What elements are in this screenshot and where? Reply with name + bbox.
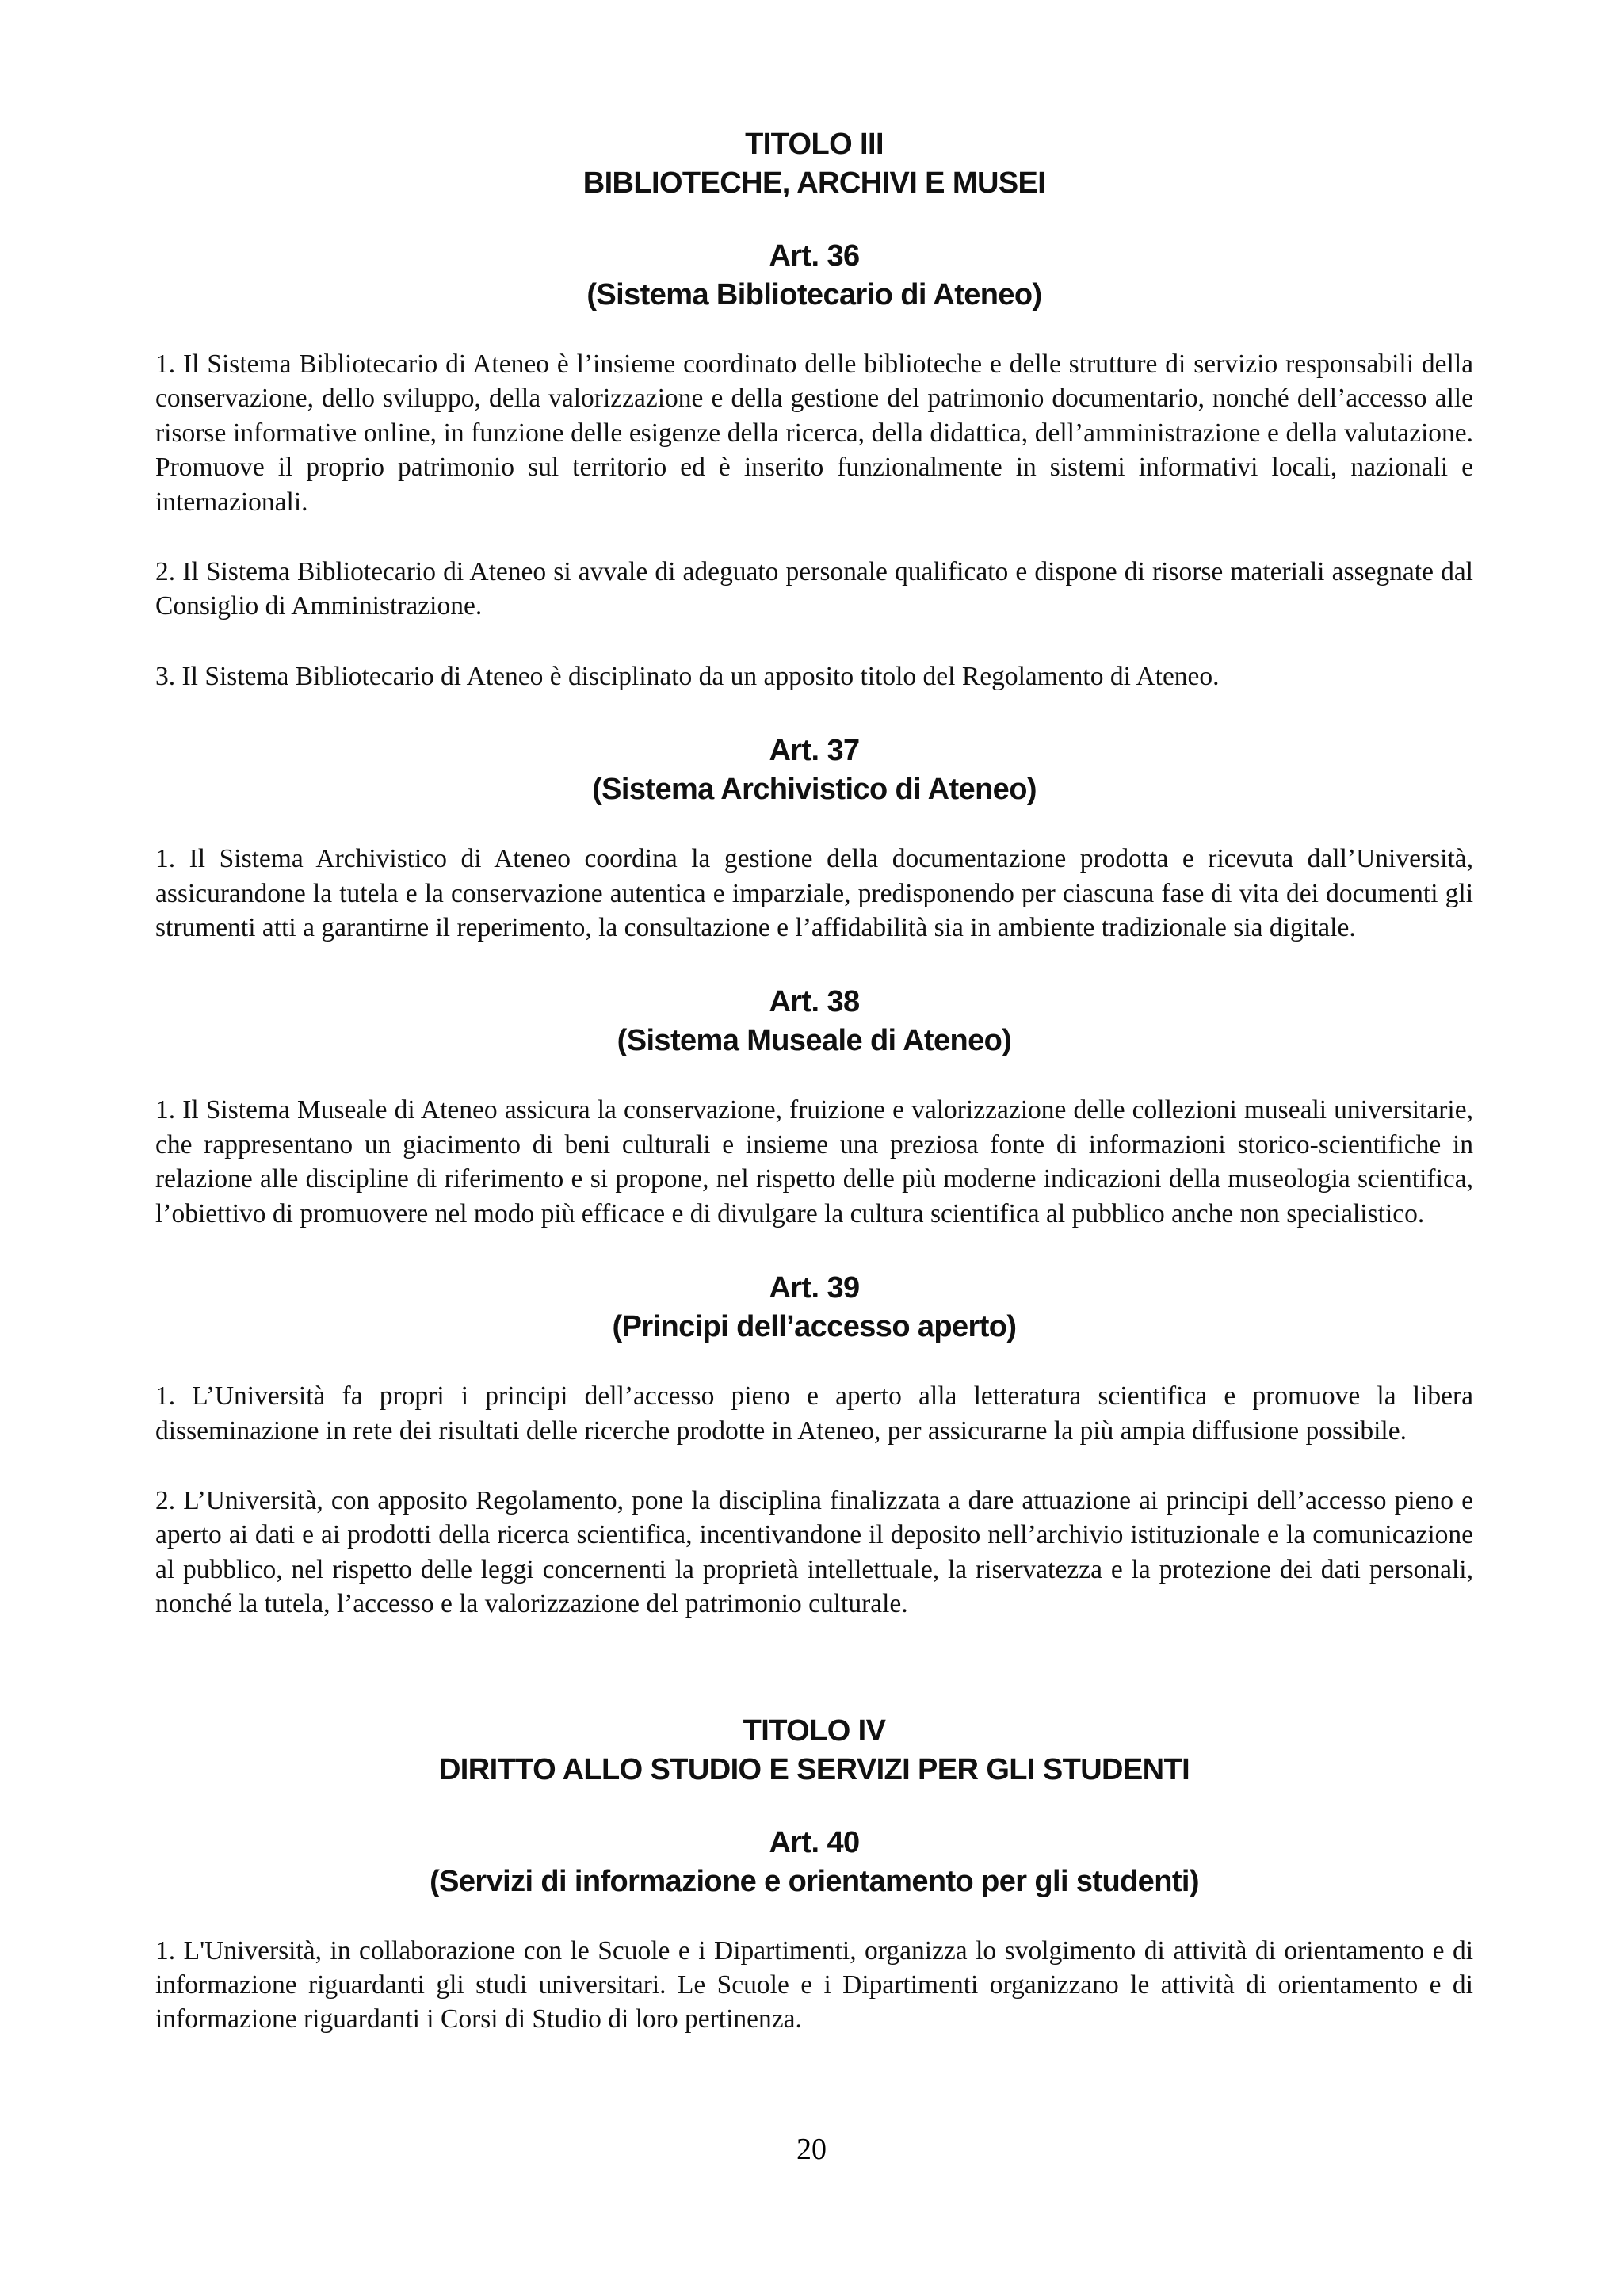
article-40-number: Art. 40 [769,1825,860,1859]
article-39-paragraph-1: 1. L’Università fa propri i principi dell’accesso pieno e aperto alla letteratura scientifica e promuove la libera disseminazione in rete dei risultati delle ricerche prodotte in Ateneo, per assicurarne la più ampia diffusione possibile. [155,1381,1473,1446]
article-38-header [155,983,1473,1060]
title-iv-heading: DIRITTO ALLO STUDIO E SERVIZI PER GLI STUDENTI [438,1752,1190,1786]
title-iv-block [155,1712,1473,1790]
title-iii-block [155,125,1473,203]
article-36-number: Art. 36 [769,239,860,273]
title-iv-label: TITOLO IV [743,1713,886,1748]
article-38-paragraph-1: 1. Il Sistema Museale di Ateneo assicura la conservazione, fruizione e valorizzazione delle collezioni museali universitarie, che rappresentano un giacimento di beni culturali e insieme una preziosa fonte di informazioni storico-scientifiche in relazione alle discipline di riferimento e si propone, nel rispetto delle più moderne indicazioni della museologia scientifica, l’obiettivo di promuovere nel modo più efficace e di divulgare la cultura scientifica al pubblico anche non specialistico. [155,1095,1473,1228]
section-spacer [155,1660,1473,1712]
article-40-subject: (Servizi di informazione e orientamento per gli studenti) [430,1864,1199,1898]
article-39-subject: (Principi dell’accesso aperto) [612,1310,1017,1344]
article-37 [155,732,1473,945]
article-39-header [155,1269,1473,1347]
article-37-subject: (Sistema Archivistico di Ateneo) [592,773,1037,807]
article-40-paragraph-1: 1. L'Università, in collaborazione con le Scuole e i Dipartimenti, organizza lo svolgimento di attività di orientamento e di informazione riguardanti gli studi universitari. Le Scuole e i Dipartimenti organizzano le attività di orientamento e di informazione riguardanti i Corsi di Studio di loro pertinenza. [155,1935,1473,2034]
title-iii-label: TITOLO III [745,128,884,161]
article-37-paragraph-1: 1. Il Sistema Archivistico di Ateneo coordina la gestione della documentazione prodotta e ricevuta dall’Università, assicurandone la tutela e la conservazione autentica e imparziale, predisponendo per ciascuna fase di vita dei documenti gli strumenti atti a garantirne il reperimento, la consultazione e l’affidabilità sia in ambiente tradizionale sia digitale. [155,844,1473,943]
article-36 [155,237,1473,693]
article-36-paragraph-1: 1. Il Sistema Bibliotecario di Ateneo è l’insieme coordinato delle biblioteche e delle strutture di servizio responsabili della conservazione, dello sviluppo, della valorizzazione e della gestione del patrimonio documentario, nonché dell’accesso alle risorse informative online, in funzione delle esigenze della ricerca, della didattica, dell’amministrazione e della valutazione. Promuove il proprio patrimonio sul territorio ed è inserito funzionalmente in sistemi informativi locali, nazionali e internazionali. [155,350,1473,517]
article-36-subject: (Sistema Bibliotecario di Ateneo) [586,278,1042,311]
article-38 [155,983,1473,1231]
article-40-header [155,1824,1473,1901]
article-39-paragraph-2: 2. L’Università, con apposito Regolamento, pone la disciplina finalizzata a dare attuazione ai principi dell’accesso pieno e aperto ai dati e ai prodotti della ricerca scientifica, incentivandone il deposito nell’archivio istituzionale e la comunicazione al pubblico, nel rispetto delle leggi concernenti la proprietà intellettuale, la riservatezza e la protezione dei dati personali, nonché la tutela, l’accesso e la valorizzazione del patrimonio culturale. [155,1485,1473,1619]
article-38-number: Art. 38 [769,985,860,1019]
page-number: 20 [796,2133,827,2166]
article-39 [155,1269,1473,1621]
article-40 [155,1824,1473,2037]
title-iii-heading: BIBLIOTECHE, ARCHIVI E MUSEI [582,166,1046,200]
article-38-subject: (Sistema Museale di Ateneo) [617,1024,1012,1058]
article-37-header [155,732,1473,809]
article-36-paragraph-2: 2. Il Sistema Bibliotecario di Ateneo si avvale di adeguato personale qualificato e dispone di risorse materiali assegnate dal Consiglio di Amministrazione. [155,557,1473,621]
article-36-header [155,237,1473,315]
article-36-paragraph-3: 3. Il Sistema Bibliotecario di Ateneo è disciplinato da un apposito titolo del Regolamento di Ateneo. [155,661,1220,691]
article-37-number: Art. 37 [769,734,860,768]
article-39-number: Art. 39 [769,1271,860,1305]
